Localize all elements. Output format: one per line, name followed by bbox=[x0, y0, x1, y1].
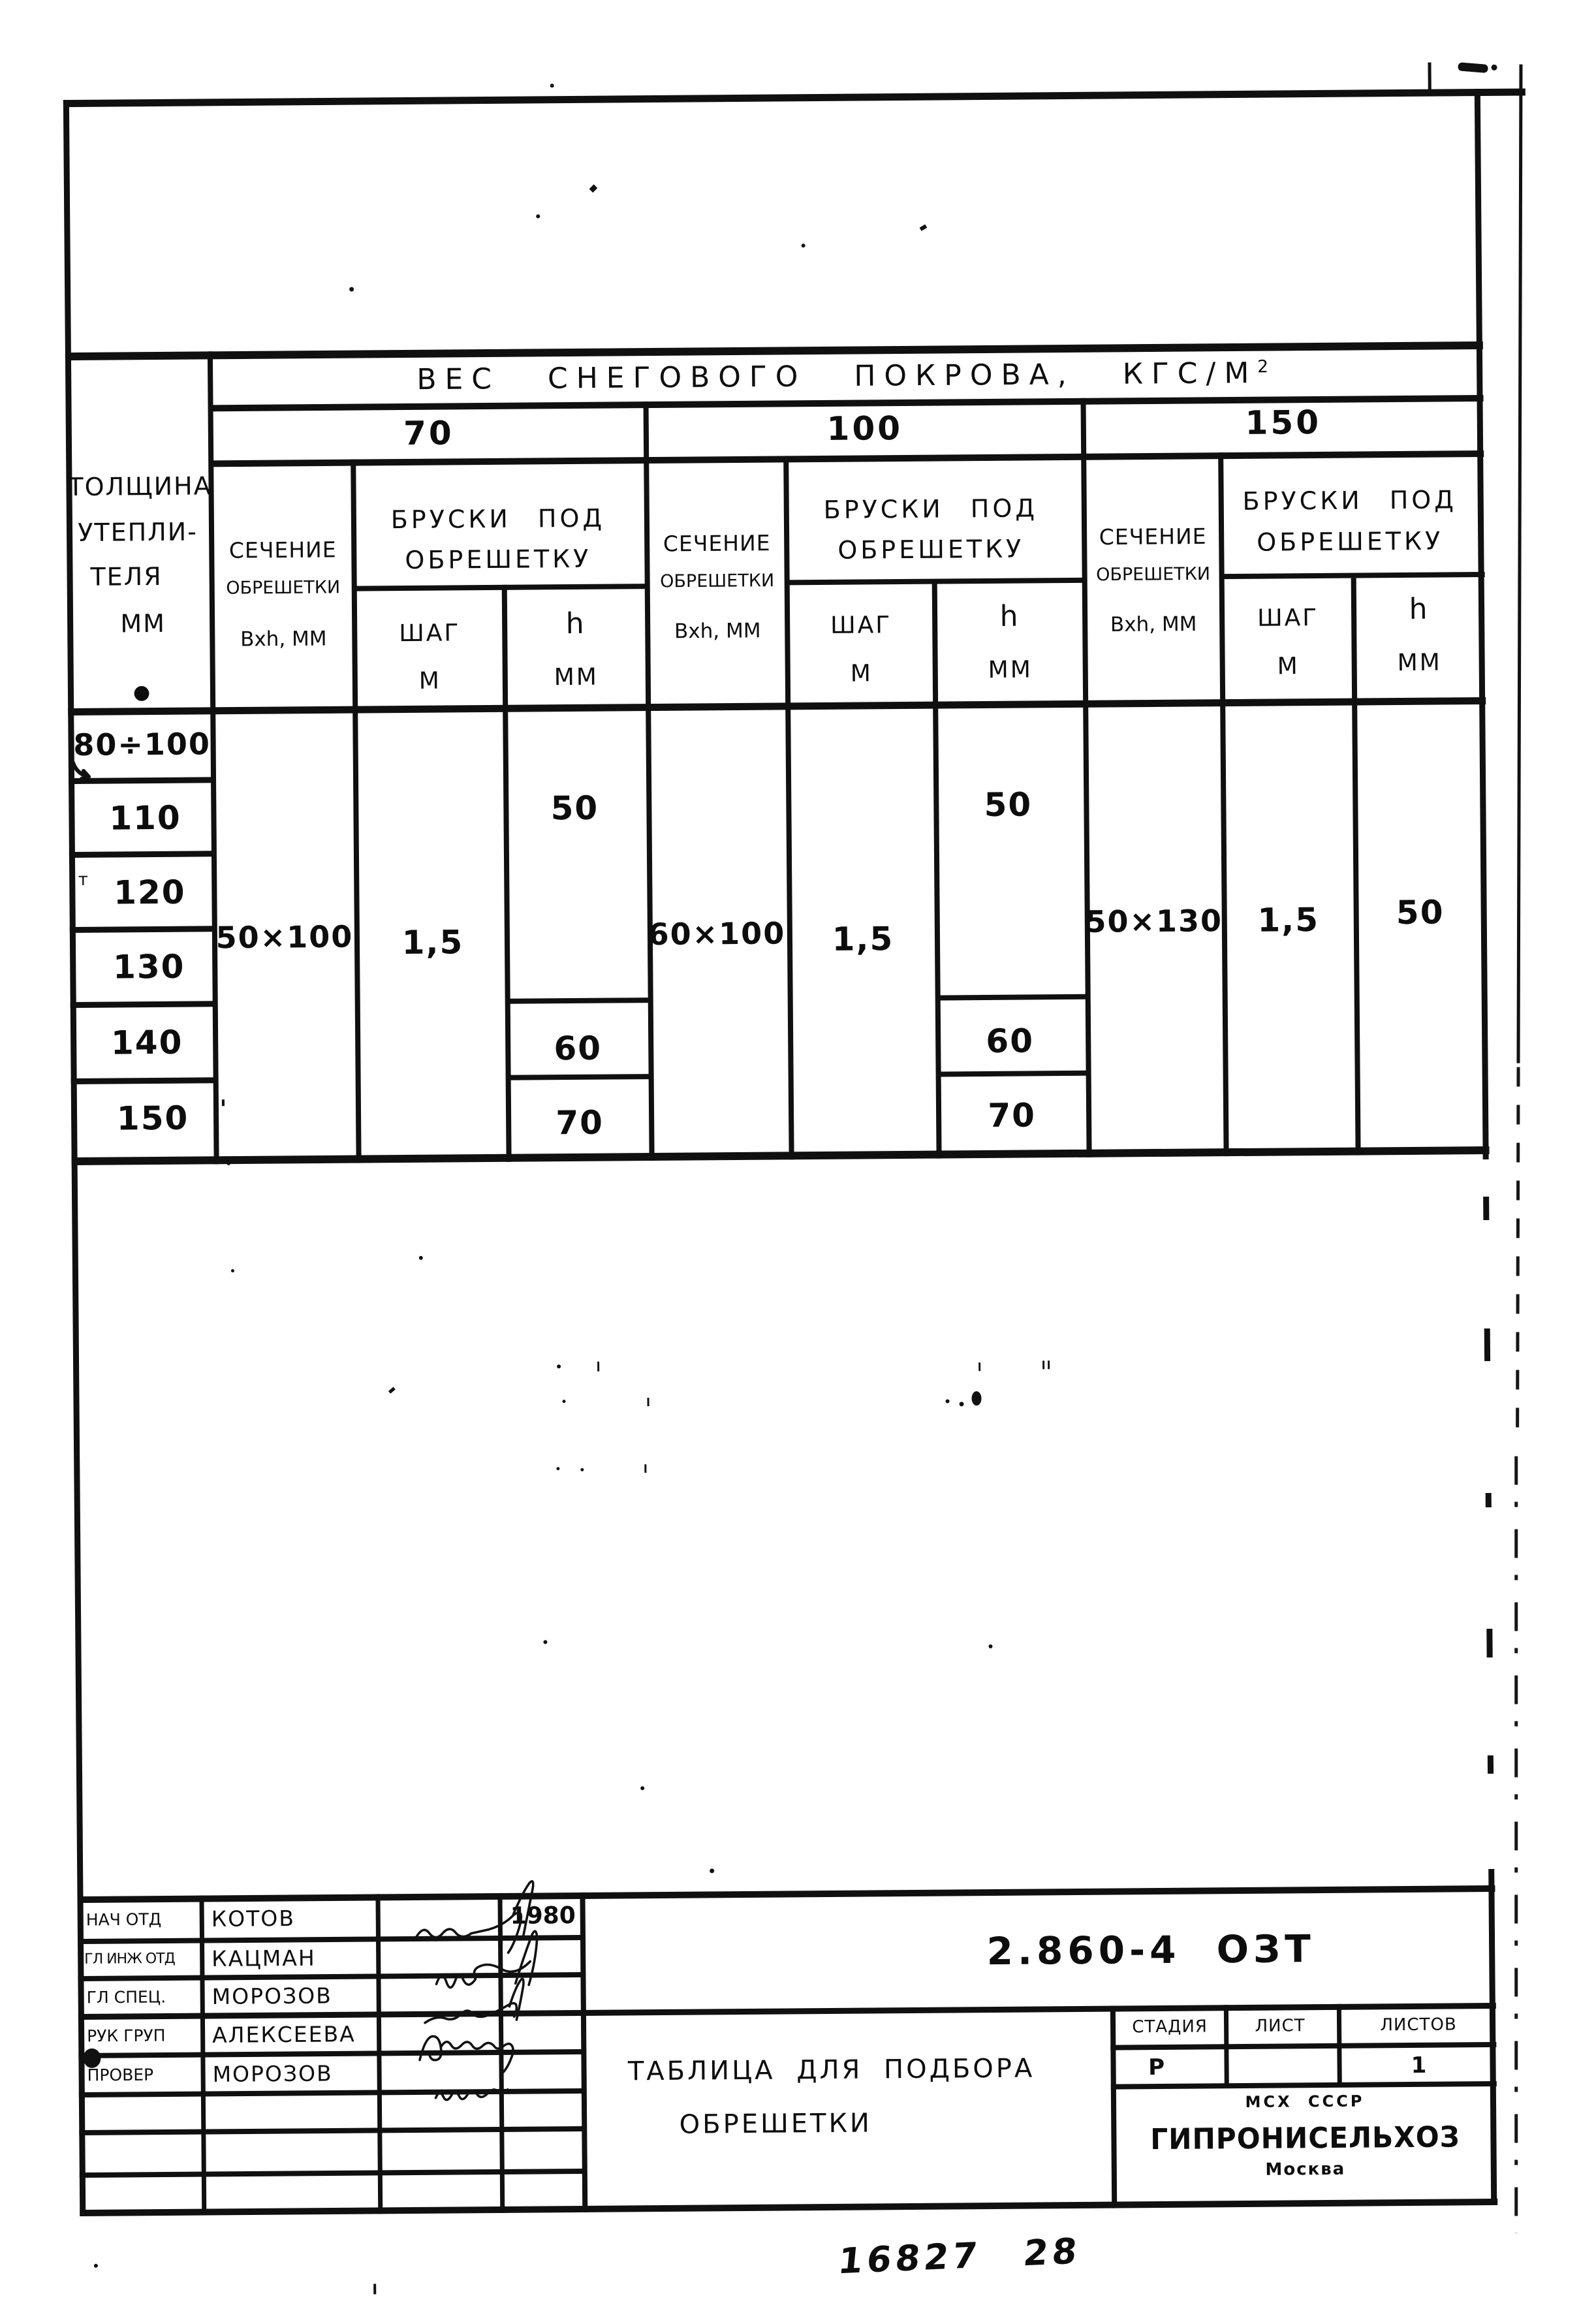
row-line bbox=[70, 1001, 216, 1008]
scan-speck bbox=[920, 225, 928, 231]
scan-speck bbox=[946, 1399, 950, 1403]
scan-edge-line-dashed bbox=[1516, 1067, 1520, 1433]
h-header-line1: h bbox=[565, 606, 586, 641]
titleblock-date: 1980 bbox=[510, 1902, 576, 1930]
titleblock-row-line bbox=[79, 2126, 584, 2135]
stage-value: Р bbox=[1148, 2054, 1165, 2081]
h-value-100-main: 50 bbox=[984, 785, 1033, 824]
frame-right-border-dash bbox=[1488, 1755, 1494, 1774]
scan-speck bbox=[580, 1468, 584, 1471]
stage-col-divider bbox=[1337, 2004, 1342, 2086]
sheets-value: 1 bbox=[1411, 2052, 1427, 2079]
frame-right-border-dash bbox=[1486, 1493, 1492, 1507]
titleblock-top-line bbox=[77, 1885, 1495, 1903]
table-header-line bbox=[210, 450, 1484, 467]
titleblock-role: ГЛ СПЕЦ. bbox=[86, 1987, 166, 2007]
h-value-100-150: 70 bbox=[988, 1096, 1037, 1135]
col-divider bbox=[351, 460, 361, 1163]
h-header-line2: ММ bbox=[988, 656, 1033, 683]
sheets-label: ЛИСТОВ bbox=[1380, 2015, 1457, 2035]
scan-speck bbox=[1048, 1360, 1050, 1369]
frame-bottom-border bbox=[80, 2199, 1497, 2216]
scan-speck bbox=[419, 1256, 423, 1260]
thickness-row-label: 110 bbox=[109, 798, 181, 838]
scan-speck bbox=[988, 1644, 992, 1648]
titleblock-name: КОТОВ bbox=[211, 1905, 296, 1932]
col-divider bbox=[932, 582, 942, 1159]
h-header-line1: h bbox=[999, 599, 1020, 633]
row-line bbox=[70, 926, 215, 933]
corner-tick bbox=[1428, 63, 1431, 94]
shag-header-line2: М bbox=[850, 660, 873, 687]
table-title bbox=[416, 356, 1277, 397]
titleblock-name: МОРОЗОВ bbox=[211, 1983, 332, 2009]
h-value-100-140: 60 bbox=[986, 1022, 1035, 1061]
stage-values-line bbox=[1111, 2081, 1497, 2090]
thickness-header-line4: ММ bbox=[120, 608, 166, 638]
section-value-70: 50×100 bbox=[215, 919, 354, 956]
scan-speck bbox=[597, 1362, 599, 1372]
scan-speck bbox=[94, 2264, 98, 2268]
scan-speck bbox=[644, 1464, 646, 1473]
frame-right-border-dash bbox=[1486, 1629, 1492, 1657]
h-value-70-main: 50 bbox=[550, 789, 599, 828]
scan-speck bbox=[231, 1269, 234, 1272]
inventory-number: 16827 28 bbox=[836, 2230, 1083, 2282]
scan-speck bbox=[556, 1467, 559, 1470]
titleblock-role: ГЛ ИНЖ ОТД bbox=[84, 1950, 175, 1968]
thickness-row-label: 80÷100 bbox=[73, 726, 211, 763]
titleblock-name: КАЦМАН bbox=[211, 1945, 316, 1971]
section-header-line1: СЕЧЕНИЕ bbox=[663, 530, 771, 557]
h-header-line1: h bbox=[1409, 592, 1430, 626]
h-value-70-140: 60 bbox=[554, 1029, 602, 1068]
thickness-row-label: 150 bbox=[116, 1099, 189, 1138]
h-value-150-main: 50 bbox=[1396, 893, 1445, 932]
shag-value-70: 1,5 bbox=[401, 923, 464, 962]
scan-speck bbox=[349, 287, 354, 292]
section-value-150: 50×130 bbox=[1085, 903, 1223, 939]
titleblock-role: РУК ГРУП bbox=[87, 2026, 166, 2046]
titleblock-name: МОРОЗОВ bbox=[212, 2060, 333, 2087]
scan-speck bbox=[536, 214, 540, 218]
thickness-row-label: 120 bbox=[113, 873, 186, 912]
shag-header-line2: М bbox=[418, 667, 442, 695]
bruski-header-line2: ОБРЕШЕТКУ bbox=[405, 544, 592, 575]
bruski-header-line1: БРУСКИ ПОД bbox=[1242, 485, 1458, 516]
frame-top-border bbox=[63, 89, 1526, 108]
section-header-line3: Вхh, ММ bbox=[674, 619, 761, 644]
col-divider bbox=[502, 585, 512, 1162]
thickness-row-label: 140 bbox=[110, 1023, 183, 1062]
shag-header-line1: ШАГ bbox=[830, 612, 892, 639]
shag-header-line2: М bbox=[1277, 653, 1300, 680]
thickness-header-line2: УТЕПЛИ- bbox=[78, 517, 198, 547]
bruski-header-line1: БРУСКИ ПОД bbox=[390, 503, 606, 535]
section-header-line1: СЕЧЕНИЕ bbox=[228, 537, 337, 563]
stray-hook-mark bbox=[70, 760, 97, 782]
h-split-line bbox=[508, 997, 651, 1004]
stage-label: СТАДИЯ bbox=[1132, 2017, 1208, 2037]
section-header-line1: СЕЧЕНИЕ bbox=[1099, 523, 1207, 550]
row-line bbox=[71, 1077, 217, 1084]
load-70: 70 bbox=[403, 414, 454, 453]
table-title-sup: 2 bbox=[1257, 356, 1277, 377]
bruski-header-line1: БРУСКИ ПОД bbox=[823, 494, 1039, 524]
scan-speck bbox=[710, 1868, 714, 1873]
thickness-header-line1: ТОЛЩИНА bbox=[68, 471, 212, 502]
doc-number: 2.860-4 ОЗТ bbox=[986, 1926, 1315, 1974]
bruski-header-line2: ОБРЕШЕТКУ bbox=[1257, 526, 1444, 557]
table-title-text: ВЕС СНЕГОВОГО ПОКРОВА, КГС/М bbox=[416, 356, 1258, 397]
thickness-row-label: 130 bbox=[112, 947, 185, 986]
thickness-header-bullet: ● bbox=[133, 681, 151, 704]
frame-right-border-dash bbox=[1484, 1328, 1490, 1361]
scan-blob bbox=[971, 1391, 981, 1405]
corner-dash bbox=[1458, 62, 1488, 73]
scan-speck bbox=[557, 1364, 561, 1368]
scan-speck bbox=[1042, 1360, 1044, 1369]
section-header-line2: ОБРЕШЕТКИ bbox=[660, 571, 775, 592]
section-header-line2: ОБРЕШЕТКИ bbox=[1096, 563, 1211, 586]
titleblock-row-line bbox=[80, 2169, 585, 2178]
scan-speck bbox=[388, 1387, 396, 1394]
scan-speck bbox=[550, 84, 554, 87]
corner-dot bbox=[1491, 65, 1497, 71]
scan-speck bbox=[802, 243, 806, 247]
doc-title-line1: ТАБЛИЦА ДЛЯ ПОДБОРА bbox=[627, 2053, 1035, 2087]
scan-speck bbox=[640, 1786, 644, 1790]
row-line bbox=[69, 851, 215, 858]
org-ministry: МСХ СССР bbox=[1245, 2092, 1365, 2111]
stage-header-line bbox=[1110, 2042, 1496, 2050]
col-divider bbox=[1218, 452, 1228, 1156]
stray-tick-mark: т bbox=[78, 870, 88, 890]
col-divider bbox=[783, 456, 794, 1159]
table-header-bottom-line bbox=[68, 697, 1486, 715]
group-divider bbox=[644, 401, 655, 1161]
scan-speck bbox=[543, 1640, 547, 1644]
section-header-line3: Вхh, ММ bbox=[240, 627, 327, 652]
scan-speck bbox=[589, 184, 598, 193]
shag-value-100: 1,5 bbox=[832, 920, 894, 958]
load-150: 150 bbox=[1245, 403, 1322, 442]
shag-value-150: 1,5 bbox=[1257, 901, 1320, 939]
scan-speck bbox=[647, 1398, 649, 1406]
h-split-line bbox=[938, 994, 1088, 1001]
section-header-line2: ОБРЕШЕТКИ bbox=[226, 577, 341, 599]
scan-speck bbox=[227, 1162, 230, 1165]
col-divider bbox=[1351, 578, 1361, 1155]
scan-speck bbox=[373, 2284, 376, 2294]
frame-right-border bbox=[1475, 89, 1489, 1159]
shag-header-line1: ШАГ bbox=[1257, 605, 1319, 632]
bruski-subline bbox=[354, 584, 648, 591]
doc-title-line2: ОБРЕШЕТКИ bbox=[679, 2108, 872, 2140]
titleblock-name: АЛЕКСЕЕВА bbox=[211, 2021, 356, 2048]
thickness-header-line3: ТЕЛЯ bbox=[90, 561, 163, 591]
signature-scribble bbox=[369, 2038, 599, 2118]
shag-header-line1: ШАГ bbox=[399, 620, 461, 648]
bruski-header-line2: ОБРЕШЕТКУ bbox=[837, 534, 1025, 565]
frame-right-border-dash bbox=[1483, 1197, 1489, 1220]
org-box-divider bbox=[1110, 2006, 1117, 2208]
scan-speck bbox=[960, 1402, 964, 1406]
scan-edge-line-dashdot bbox=[1514, 1456, 1518, 2233]
org-city: Москва bbox=[1265, 2159, 1346, 2180]
load-100: 100 bbox=[826, 409, 903, 448]
section-header-line3: Вхh, ММ bbox=[1110, 612, 1197, 637]
section-value-100: 60×100 bbox=[648, 915, 786, 952]
group-divider bbox=[1080, 398, 1091, 1157]
titleblock-role: ПРОВЕР bbox=[87, 2065, 154, 2085]
org-name: ГИПРОНИСЕЛЬХОЗ bbox=[1150, 2120, 1460, 2157]
h-header-line2: ММ bbox=[1397, 649, 1442, 677]
h-header-line2: ММ bbox=[554, 663, 599, 691]
titleblock-role: НАЧ ОТД bbox=[86, 1909, 162, 1930]
stage-col-divider bbox=[1224, 2005, 1229, 2086]
scan-speck bbox=[563, 1400, 566, 1403]
scan-speck bbox=[222, 1099, 225, 1106]
h-split-line bbox=[509, 1074, 651, 1080]
scan-speck bbox=[978, 1362, 980, 1371]
table-bottom-line bbox=[72, 1146, 1490, 1165]
sheet-label: ЛИСТ bbox=[1255, 2016, 1306, 2036]
scan-edge-line bbox=[1516, 65, 1522, 1063]
frame-right-border bbox=[1488, 1869, 1497, 2205]
h-split-line bbox=[939, 1071, 1089, 1077]
h-value-70-150: 70 bbox=[555, 1103, 604, 1142]
